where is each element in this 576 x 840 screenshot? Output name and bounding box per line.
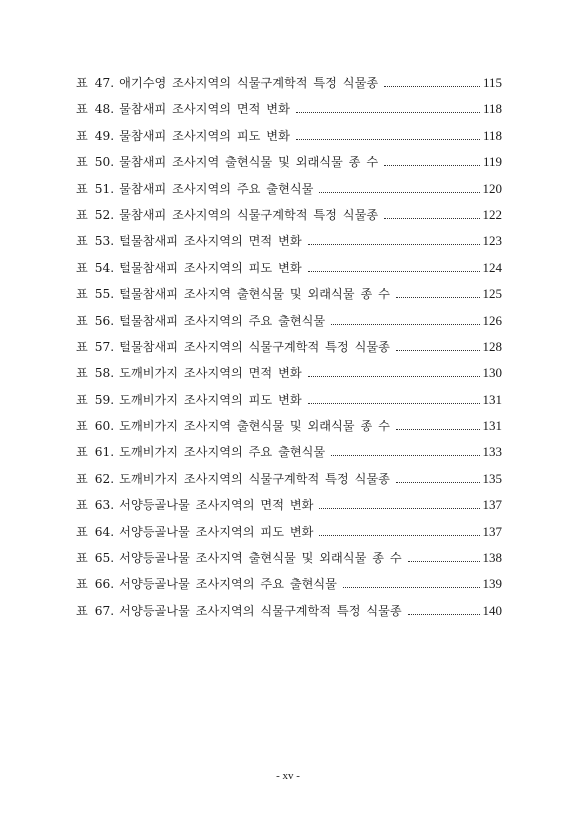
toc-entry-number: 60.	[94, 419, 115, 434]
dot-leader	[319, 508, 479, 509]
toc-entry-title: 서양등골나물 조사지역의 피도 변화	[119, 524, 314, 539]
toc-entry-prefix: 표	[76, 102, 88, 117]
dot-leader	[408, 614, 480, 615]
toc-entry[interactable]	[76, 391, 502, 417]
toc-entry-number: 58.	[94, 366, 115, 381]
dot-leader	[308, 376, 480, 377]
dot-leader	[308, 403, 480, 404]
toc-entry-number: 62.	[94, 471, 115, 486]
toc-entry-page: 120	[482, 180, 502, 196]
toc-entry-page: 123	[482, 233, 502, 249]
toc-entry-prefix: 표	[76, 366, 88, 381]
toc-entry-number: 61.	[94, 445, 115, 460]
dot-leader	[331, 455, 479, 456]
dot-leader	[343, 587, 480, 588]
toc-entry-page: 124	[482, 259, 502, 275]
toc-entry-page: 137	[482, 523, 502, 539]
toc-entry[interactable]	[76, 285, 502, 311]
toc-entry-page: 131	[482, 391, 502, 407]
toc-entry-page: 119	[482, 154, 502, 170]
toc-entry[interactable]	[76, 364, 502, 390]
page-footer-number: - xv -	[276, 770, 300, 782]
toc-entry-number: 54.	[94, 260, 115, 275]
toc-entry-prefix: 표	[76, 577, 88, 592]
toc-entry-title: 물참새피 조사지역의 주요 출현식물	[119, 181, 314, 196]
toc-entry-title: 도깨비가지 조사지역의 주요 출현식물	[119, 445, 326, 460]
toc-entry-page: 115	[482, 75, 502, 90]
toc-entry-title: 서양등골나물 조사지역의 식물구계학적 특정 식물종	[119, 603, 402, 618]
toc-entry-prefix: 표	[76, 471, 88, 486]
toc-entry[interactable]	[76, 575, 502, 601]
toc-entry-prefix: 표	[76, 313, 88, 328]
dot-leader	[384, 218, 479, 219]
toc-entry[interactable]	[76, 127, 502, 153]
toc-entry-prefix: 표	[76, 551, 88, 566]
toc-entry-page: 126	[482, 312, 502, 328]
toc-entry[interactable]	[76, 523, 502, 549]
toc-entry-prefix: 표	[76, 603, 88, 618]
dot-leader	[319, 192, 479, 193]
toc-entry[interactable]	[76, 206, 502, 232]
toc-entry[interactable]	[76, 470, 502, 496]
toc-entry-title: 물참새피 조사지역 출현식물 및 외래식물 종 수	[119, 155, 379, 170]
toc-entry-title: 서양등골나물 조사지역 출현식물 및 외래식물 종 수	[119, 551, 402, 566]
toc-entry-title: 털물참새피 조사지역 출현식물 및 외래식물 종 수	[119, 287, 390, 302]
toc-entry-number: 50.	[94, 155, 115, 170]
toc-entry-page: 137	[482, 497, 502, 513]
dot-leader	[396, 429, 480, 430]
toc-entry-number: 59.	[94, 392, 115, 407]
toc-entry[interactable]	[76, 312, 502, 338]
toc-entry[interactable]	[76, 443, 502, 469]
toc-entry-prefix: 표	[76, 339, 88, 354]
toc-entry-number: 47.	[94, 76, 115, 90]
toc-entry-title: 물참새피 조사지역의 면적 변화	[119, 102, 290, 117]
toc-entry-number: 67.	[94, 603, 115, 618]
toc-entry-page: 133	[482, 444, 502, 460]
toc-entry-page: 118	[482, 127, 502, 143]
toc-entry[interactable]	[76, 74, 502, 100]
toc-entry[interactable]	[76, 496, 502, 522]
dot-leader	[384, 86, 480, 87]
toc-entry-prefix: 표	[76, 524, 88, 539]
dot-leader	[308, 271, 480, 272]
toc-entry-prefix: 표	[76, 392, 88, 407]
toc-entry-prefix: 표	[76, 128, 88, 143]
dot-leader	[396, 482, 480, 483]
toc-entry[interactable]	[76, 100, 502, 126]
toc-entry-prefix: 표	[76, 419, 88, 434]
toc-entry-number: 55.	[94, 287, 115, 302]
toc-entry-prefix: 표	[76, 234, 88, 249]
toc-entry-page: 135	[482, 470, 502, 486]
toc-entry[interactable]	[76, 153, 502, 179]
toc-entry-page: 140	[482, 602, 502, 618]
toc-entry-title: 털물참새피 조사지역의 피도 변화	[119, 260, 302, 275]
dot-leader	[408, 561, 480, 562]
toc-entry[interactable]	[76, 259, 502, 285]
toc-entry[interactable]	[76, 338, 502, 364]
toc-entry[interactable]	[76, 602, 502, 628]
toc-entry-number: 64.	[94, 524, 115, 539]
dot-leader	[396, 297, 480, 298]
toc-entry-prefix: 표	[76, 445, 88, 460]
toc-entry-list	[76, 74, 502, 628]
toc-entry[interactable]	[76, 232, 502, 258]
dot-leader	[296, 112, 480, 113]
toc-entry-prefix: 표	[76, 155, 88, 170]
toc-entry-title: 도깨비가지 조사지역의 피도 변화	[119, 392, 302, 407]
toc-entry-prefix: 표	[76, 207, 88, 222]
toc-entry-number: 57.	[94, 339, 115, 354]
toc-entry-page: 139	[482, 576, 502, 592]
toc-entry-title: 물참새피 조사지역의 피도 변화	[119, 128, 290, 143]
toc-entry[interactable]	[76, 549, 502, 575]
toc-entry-title: 물참새피 조사지역의 식물구계학적 특정 식물종	[119, 207, 379, 222]
dot-leader	[319, 535, 479, 536]
toc-entry-page: 138	[482, 550, 502, 566]
dot-leader	[308, 244, 480, 245]
toc-entry-prefix: 표	[76, 181, 88, 196]
toc-entry-page: 130	[482, 365, 502, 381]
toc-entry-prefix: 표	[76, 287, 88, 302]
table-of-contents	[76, 74, 502, 628]
dot-leader	[384, 165, 480, 166]
toc-entry-title: 털물참새피 조사지역의 면적 변화	[119, 234, 302, 249]
dot-leader	[296, 139, 480, 140]
toc-entry-number: 49.	[94, 128, 115, 143]
toc-entry-prefix: 표	[76, 260, 88, 275]
toc-entry-number: 51.	[94, 181, 115, 196]
toc-entry-title: 털물참새피 조사지역의 식물구계학적 특정 식물종	[119, 339, 390, 354]
toc-entry-number: 63.	[94, 498, 115, 513]
toc-entry-page: 128	[482, 338, 502, 354]
toc-entry-number: 56.	[94, 313, 115, 328]
dot-leader	[396, 350, 480, 351]
toc-entry-number: 48.	[94, 102, 115, 117]
toc-entry-title: 도깨비가지 조사지역 출현식물 및 외래식물 종 수	[119, 419, 390, 434]
dot-leader	[331, 324, 479, 325]
toc-entry-prefix: 표	[76, 498, 88, 513]
toc-entry-number: 66.	[94, 577, 115, 592]
toc-entry-title: 도깨비가지 조사지역의 면적 변화	[119, 366, 302, 381]
toc-entry[interactable]	[76, 417, 502, 443]
toc-entry-title: 도깨비가지 조사지역의 식물구계학적 특정 식물종	[119, 471, 390, 486]
toc-entry[interactable]	[76, 180, 502, 206]
toc-entry-number: 53.	[94, 234, 115, 249]
toc-entry-number: 65.	[94, 551, 115, 566]
toc-entry-title: 애기수영 조사지역의 식물구계학적 특정 식물종	[119, 76, 379, 90]
toc-entry-title: 서양등골나물 조사지역의 면적 변화	[119, 498, 314, 513]
toc-entry-page: 122	[482, 206, 502, 222]
toc-entry-number: 52.	[94, 207, 115, 222]
toc-entry-title: 서양등골나물 조사지역의 주요 출현식물	[119, 577, 337, 592]
toc-entry-page: 125	[482, 286, 502, 302]
toc-entry-title: 털물참새피 조사지역의 주요 출현식물	[119, 313, 326, 328]
toc-entry-page: 131	[482, 418, 502, 434]
toc-entry-page: 118	[482, 101, 502, 117]
toc-entry-prefix: 표	[76, 76, 88, 90]
